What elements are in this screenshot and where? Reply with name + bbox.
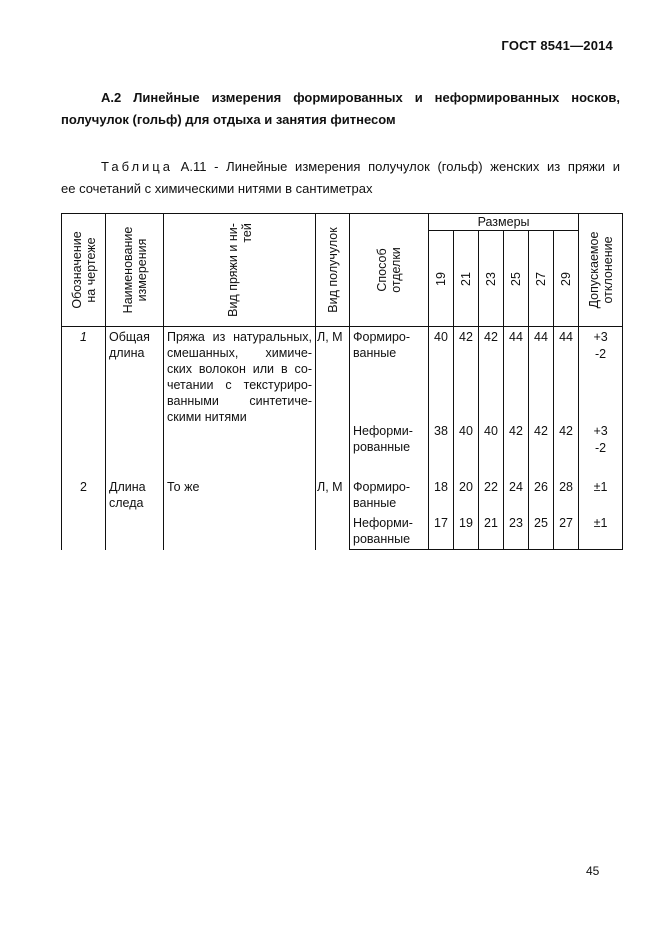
row2-value-a-23: 22 <box>479 477 504 513</box>
row2-value-b-27: 25 <box>529 513 554 550</box>
document-code-header: ГОСТ 8541—2014 <box>501 38 613 53</box>
header-sizes-group: Размеры <box>429 214 579 231</box>
row1-measure-name: Общая длина <box>106 327 164 478</box>
row2-value-a-19: 18 <box>429 477 454 513</box>
section-title-line-2: получулок (гольф) для отдыха и занятия фитнесом <box>61 112 396 127</box>
table-caption <box>61 156 620 200</box>
header-designation: Обозначение на чертеже <box>62 214 106 327</box>
header-row <box>62 214 623 231</box>
row1-value-a-29: 44 <box>554 327 579 422</box>
row1-value-a-27: 44 <box>529 327 554 422</box>
row2-finish-a: Формиро- ванные <box>350 477 429 513</box>
header-size-23: 23 <box>479 231 504 327</box>
row2-measure-name: Длина следа <box>106 477 164 550</box>
header-tolerance: Допускаемое отклонение <box>579 214 623 327</box>
row1-value-b-23: 40 <box>479 421 504 477</box>
header-product-type: Вид получулок <box>316 214 350 327</box>
row2-tolerance-b: ±1 <box>579 513 623 550</box>
row1-value-a-21: 42 <box>454 327 479 422</box>
row2-value-b-23: 21 <box>479 513 504 550</box>
header-size-29: 29 <box>554 231 579 327</box>
table-caption-text: А.11 - Линейные измерения получулок (гольф) женских из пряжи и <box>172 159 620 174</box>
row1-finish-b: Неформи- рованные <box>350 421 429 477</box>
row1-product-type: Л, М <box>316 327 350 478</box>
row1-value-a-25: 44 <box>504 327 529 422</box>
header-finish-method: Способ отделки <box>350 214 429 327</box>
row2-value-a-29: 28 <box>554 477 579 513</box>
row1-value-b-25: 42 <box>504 421 529 477</box>
row1-value-b-27: 42 <box>529 421 554 477</box>
row2-finish-b: Неформи- рованные <box>350 513 429 550</box>
row2-value-b-21: 19 <box>454 513 479 550</box>
row2-value-b-19: 17 <box>429 513 454 550</box>
table-caption-line-2: ее сочетаний с химическими нитями в сантиметрах <box>61 181 373 196</box>
row2-value-b-25: 23 <box>504 513 529 550</box>
section-title-line-1: А.2 Линейные измерения формированных и неформированных носков, <box>101 90 620 105</box>
table-row <box>62 327 623 422</box>
row1-value-a-19: 40 <box>429 327 454 422</box>
header-size-27: 27 <box>529 231 554 327</box>
header-size-19: 19 <box>429 231 454 327</box>
row2-tolerance-a: ±1 <box>579 477 623 513</box>
table-row <box>62 477 623 513</box>
row1-yarn-type: Пряжа из натуральных, смешанных, химиче- ских волокон или в со- четании с текстуриро- ванными синтетиче- скими нитями <box>164 327 316 478</box>
row2-value-a-27: 26 <box>529 477 554 513</box>
page-number: 45 <box>586 864 600 878</box>
row1-tolerance-b: +3 -2 <box>579 421 623 477</box>
row1-tolerance-a: +3 -2 <box>579 327 623 422</box>
measurements-table <box>61 213 623 550</box>
row2-value-a-25: 24 <box>504 477 529 513</box>
row2-product-type: Л, М <box>316 477 350 550</box>
table-caption-line-1 <box>61 156 620 178</box>
table-caption-label: Таблица <box>101 159 173 174</box>
row1-finish-a: Формиро- ванные <box>350 327 429 422</box>
row1-value-b-21: 40 <box>454 421 479 477</box>
row2-value-b-29: 27 <box>554 513 579 550</box>
row2-yarn-type: То же <box>164 477 316 550</box>
header-yarn-type: Вид пряжи и ни- тей <box>164 214 316 327</box>
section-title <box>61 87 620 131</box>
header-size-21: 21 <box>454 231 479 327</box>
row1-designation: 1 <box>62 327 106 478</box>
header-size-25: 25 <box>504 231 529 327</box>
row1-value-a-23: 42 <box>479 327 504 422</box>
row2-value-a-21: 20 <box>454 477 479 513</box>
header-measure-name: Наименование измерения <box>106 214 164 327</box>
row2-designation: 2 <box>62 477 106 550</box>
row1-value-b-19: 38 <box>429 421 454 477</box>
row1-value-b-29: 42 <box>554 421 579 477</box>
